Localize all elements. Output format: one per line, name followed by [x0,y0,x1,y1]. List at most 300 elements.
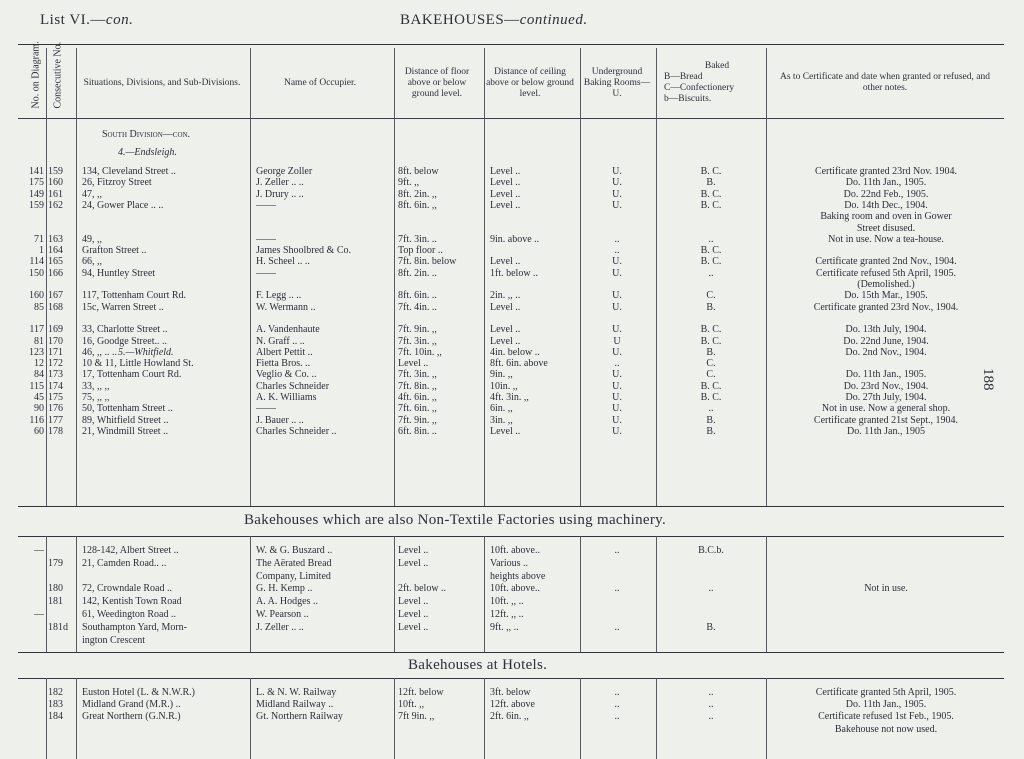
table-cell-s: 10 & 11, Little Howland St. [82,358,194,370]
table-cell-o: —— [256,199,276,211]
table-cell-u: U. [612,414,622,426]
column-divider [656,678,657,759]
table-cell-d: 141 [29,166,44,177]
table-cell-s: 33, ,, ,, [82,380,110,392]
table-cell-o: J. Bauer .. .. [256,414,304,426]
table-cell-u: .. [614,583,620,595]
table-cell-b: B. C. [700,256,722,268]
table-cell-f: Level .. [398,621,429,633]
table-cell-f: 8ft. 6in. .. [398,290,437,302]
table-cell-cert: Not in use. Now a general shop. [821,403,951,415]
table-cell-cert: Do. 27th July, 1904. [845,392,927,403]
table-cell-s: 94, Huntley Street [82,267,156,279]
table-cell-ce: 9in. above .. [490,233,540,245]
table-cell-o: —— [256,403,276,415]
table-cell-f: 2ft. below .. [398,583,447,595]
table-cell-b: .. [708,403,714,415]
page-title [400,12,588,29]
column-divider [394,678,395,759]
table-cell-o: W. Wermann .. [256,301,316,313]
column-divider [484,536,485,652]
baked-biscuits: b—Biscuits. [664,94,712,104]
table-cell-d: 1 [39,245,44,257]
table-cell-d: 115 [29,380,44,392]
table-cell-ce: 9ft. ,, .. [490,621,519,633]
table-cell-d: 12 [34,358,44,370]
table-cell-cert: Do. 14th Dec., 1904. [844,199,928,211]
table-cell-b: B. C. [700,166,722,177]
table-cell-o: Veglio & Co. .. [256,369,317,381]
column-divider [656,536,657,652]
table-cell-o: Gt. Northern Railway [256,711,343,723]
table-cell-b: B. [706,425,716,437]
table-cell-o: A. K. Williams [256,392,317,403]
table-cell-d: 84 [34,369,44,381]
baked-label: Baked [704,61,730,71]
table-cell-n: 184 [48,711,63,723]
table-cell-f: 7ft. 3in. ,, [398,369,437,381]
table-cell-ce: Level .. [490,324,521,336]
section2-bottom-rule [18,652,1004,653]
section2-title: Bakehouses which are also Non-Textile Factories using machinery. [244,512,667,528]
table-cell-n: 180 [48,583,63,595]
table-cell-b: .. [708,583,714,595]
table-cell-cert: Do. 2nd Nov., 1904. [845,346,927,358]
table-cell-d: 117 [29,324,44,336]
table-cell-u: U. [612,267,622,279]
table-cell-cert: Certificate granted 5th April, 1905. [815,687,957,698]
table-cell-o: Charles Schneider [256,380,330,392]
column-divider [766,536,767,652]
table-cell-d: 149 [29,188,44,200]
table-cell-o: W. Pearson .. [256,609,309,620]
table-cell-ce: 10ft. ,, .. [490,596,524,608]
table-cell-b: .. [708,267,714,279]
table-cell-s: 117, Tottenham Court Rd. [82,290,187,302]
table-cell-cert: Certificate granted 23rd Nov. 1904. [814,166,958,177]
table-cell-s: 21, Camden Road.. .. [82,557,167,569]
table-cell-n: 176 [48,403,63,415]
table-cell-s: 15c, Warren Street .. [82,301,164,313]
col-diagram-header: No. on Diagram. [30,41,42,109]
table-cell-f: 7ft. 8in. below [398,256,457,268]
table-cell-n: 182 [48,687,63,698]
table-cell-ce: 10ft. above.. [490,545,540,556]
table-cell-b: B. C. [700,324,722,336]
table-cell-ce: 6in. ,, [490,403,513,415]
table-cell-f: 7ft. 6in. ,, [398,403,437,415]
table-cell-u: U. [612,380,622,392]
col-occupier-header: Name of Occupier. [283,77,356,88]
column-divider [656,48,657,506]
subdivision-heading: 5.—Whitfield. [118,347,174,358]
table-cell-b: B. C. [700,380,722,392]
table-cell-b: C. [706,290,716,302]
table-cell-b: .. [708,233,714,245]
table-cell-ce: Level .. [490,301,521,313]
table-cell-u: .. [614,233,620,245]
list-label-cont: con. [105,12,134,28]
table-cell-u: U. [612,199,622,211]
table-cell-f: 8ft. 2in. ,, [398,188,437,200]
table-cell-o: James Shoolbred & Co. [256,245,351,257]
table-cell-s: 128-142, Albert Street .. [82,545,179,556]
section2-top-rule [18,536,1004,537]
table-cell-u: U. [612,301,622,313]
table-cell-f: 10ft. ,, [398,699,425,711]
table-cell-d: 114 [29,256,44,268]
table-cell-f: Level .. [398,358,429,370]
table-cell-u: U. [612,177,622,189]
column-divider [46,678,47,759]
table-cell-cert: Not in use. Now a tea-house. [828,233,944,245]
table-cell-cert: (Demolished.) [857,279,915,290]
table-cell-s: ington Crescent [82,634,146,646]
table-cell-u: .. [614,687,620,698]
table-cell-ce: 1ft. below .. [490,267,539,279]
table-cell-o: The Aërated Bread [256,557,332,569]
table-cell-ce: 12ft. above [490,699,535,711]
table-cell-b: C. [706,358,716,370]
table-cell-n: 175 [48,392,63,403]
table-cell-f: 7ft. 3in. ,, [398,335,437,347]
table-cell-n: 172 [48,358,63,370]
table-cell-u: U. [612,392,622,403]
division-heading: South Division—con. [102,129,191,140]
table-cell-f: Level .. [398,557,429,569]
section3-title: Bakehouses at Hotels. [408,657,548,673]
table-cell-u: U. [612,188,622,200]
table-cell-b: B. [706,621,716,633]
table-cell-u: .. [614,358,620,370]
col-ceiling-header: Distance of ceiling above or below ground level. [486,66,574,99]
table-cell-ce: 12ft. ,, .. [490,609,524,620]
table-cell-ce: 3ft. below [490,687,531,698]
table-cell-n: 164 [48,245,63,257]
column-divider [394,48,395,506]
table-cell-d: 71 [34,233,44,245]
table-cell-u: U. [612,425,622,437]
table-cell-n: 177 [48,414,63,426]
column-divider [580,536,581,652]
table-cell-cert: Do. 22nd Feb., 1905. [843,188,929,200]
table-cell-d: — [34,545,44,556]
table-cell-ce: 10in. ,, [490,380,518,392]
table-cell-b: .. [708,687,714,698]
table-cell-b: .. [708,699,714,711]
column-divider [76,678,77,759]
table-cell-ce: Level .. [490,166,521,177]
column-divider [46,48,47,506]
table-cell-s: Euston Hotel (L. & N.W.R.) [82,687,195,698]
subdivision-heading: 4.—Endsleigh. [118,147,177,158]
table-cell-s: 89, Whitfield Street .. [82,414,169,426]
table-cell-s: 142, Kentish Town Road [82,596,182,608]
table-cell-ce: 4in. below .. [490,346,540,358]
page-title-cont: continued. [519,12,588,28]
table-cell-s: 24, Gower Place .. .. [82,199,164,211]
col-baked-header [658,48,770,118]
column-divider [394,536,395,652]
table-cell-n: 167 [48,290,63,302]
table-cell-o: N. Graff .. .. [256,335,305,347]
table-cell-cert: Do. 11th Jan., 1905 [847,425,925,437]
column-divider [76,48,77,506]
table-cell-n: 169 [48,324,63,336]
table-cell-o: J. Zeller .. .. [256,177,304,189]
table-cell-d: 123 [29,346,44,358]
table-cell-o: F. Legg .. .. [256,290,302,302]
table-cell-o: J. Drury .. .. [256,188,304,200]
table-cell-o: L. & N. W. Railway [256,687,337,698]
table-cell-n: 159 [48,166,63,177]
table-cell-ce: 10ft. above.. [490,583,540,595]
table-cell-f: 8ft. below [398,166,439,177]
column-divider [484,678,485,759]
col-situations-header: Situations, Divisions, and Sub-Divisions. [83,77,241,88]
table-cell-cert: Certificate refused 1st Feb., 1905. [818,711,954,723]
col-consecutive-header: Consecutive No. [52,41,64,109]
table-cell-n: 161 [48,188,63,200]
table-cell-n: 166 [48,267,63,279]
column-divider [250,678,251,759]
table-cell-cert: Do. 11th Jan., 1905. [845,699,927,711]
table-cell-f: Top floor .. [398,245,443,257]
table-cell-s: 33, Charlotte Street .. [82,324,168,336]
table-cell-f: Level .. [398,545,429,556]
table-cell-ce: 8ft. 6in. above [490,358,548,370]
table-cell-o: George Zoller [256,166,313,177]
table-cell-n: 174 [48,380,63,392]
table-cell-d: 159 [29,199,44,211]
table-cell-o: H. Scheel .. .. [256,256,310,268]
table-cell-o: Company, Limited [256,570,331,582]
table-cell-o: —— [256,267,276,279]
table-cell-b: .. [708,711,714,723]
list-label-text: List VI.— [40,12,106,28]
table-cell-s: Southampton Yard, Morn- [82,621,188,633]
table-cell-f: 7ft. 9in. ,, [398,414,437,426]
table-cell-s: 134, Cleveland Street .. [82,166,176,177]
page-number: 188 [980,368,996,391]
table-cell-o: —— [256,233,276,245]
table-cell-u: U. [612,290,622,302]
baked-bread: B—Bread [664,72,703,82]
table-cell-f: Level .. [398,596,429,608]
table-cell-cert: Do. 22nd June, 1904. [843,335,929,347]
table-cell-n: 163 [48,233,63,245]
table-cell-cert: Certificate granted 23rd Nov., 1904. [813,301,959,313]
table-cell-b: B. [706,414,716,426]
table-cell-n: 181 [48,596,63,608]
table-cell-o: G. H. Kemp .. [256,583,313,595]
table-cell-n: 171 [48,346,63,358]
table-cell-ce: heights above [490,570,546,582]
table-cell-s: 21, Windmill Street .. [82,425,169,437]
table-cell-n: 160 [48,177,63,189]
table-cell-f: 7ft. 10in. ,, [398,346,442,358]
table-cell-n: 162 [48,199,63,211]
table-cell-s: 61, Weedington Road .. [82,609,176,620]
table-cell-cert: Street disused. [856,222,916,234]
list-label [40,12,133,29]
table-cell-u: .. [614,245,620,257]
col-underground-header: Underground Baking Rooms—U. [583,66,651,99]
column-divider [250,536,251,652]
table-cell-s: 66, ,, [82,256,102,268]
table-cell-d: 85 [34,301,44,313]
table-cell-ce: Various .. [490,557,529,569]
table-cell-o: J. Zeller .. .. [256,621,304,633]
table-cell-f: 6ft. 8in. .. [398,425,437,437]
table-cell-n: 168 [48,301,63,313]
table-cell-f: 7ft. 9in. ,, [398,324,437,336]
table-cell-s: Grafton Street .. [82,245,147,257]
table-cell-f: Level .. [398,609,429,620]
table-cell-n: 170 [48,335,63,347]
header-bottom-rule [18,118,1004,119]
table-cell-u: U. [612,256,622,268]
table-cell-ce: Level .. [490,256,521,268]
column-divider [580,48,581,506]
table-cell-b: B. [706,346,716,358]
table-cell-u: .. [614,621,620,633]
table-cell-f: 9ft. ,, [398,177,420,189]
table-cell-u: U [613,335,621,347]
page-title-text: BAKEHOUSES— [400,12,520,28]
table-cell-s: 16, Goodge Street.. .. [82,335,167,347]
table-cell-o: A. A. Hodges .. [256,596,318,608]
table-cell-cert: Certificate granted 21st Sept., 1904. [813,414,959,426]
table-cell-cert: Baking room and oven in Gower [820,211,952,223]
table-cell-o: Albert Pettit .. [256,346,313,358]
table-cell-ce: Level .. [490,177,521,189]
table-cell-o: Fietta Bros. .. [256,358,311,370]
column-divider [766,48,767,506]
table-cell-u: .. [614,545,620,556]
table-cell-d: 60 [34,425,44,437]
table-cell-cert: Do. 11th Jan., 1905. [845,177,927,189]
table-cell-s: Great Northern (G.N.R.) [82,711,181,723]
table-cell-b: B.C.b. [698,545,724,556]
table-cell-d: 45 [34,392,44,403]
table-cell-ce: Level .. [490,188,521,200]
table-cell-b: B. C. [700,245,722,257]
table-top-rule [18,44,1004,45]
section1-bottom-rule [18,506,1004,507]
table-cell-s: 26, Fitzroy Street [82,177,152,189]
table-cell-cert: Certificate granted 2nd Nov., 1904. [815,256,957,268]
table-cell-cert: Do. 11th Jan., 1905. [845,369,927,381]
table-cell-n: 183 [48,699,63,711]
table-cell-s: 17, Tottenham Court Rd. [82,369,182,381]
table-cell-u: U. [612,324,622,336]
table-cell-o: W. & G. Buszard .. [256,545,333,556]
table-cell-b: B. C. [700,392,722,403]
table-cell-u: U. [612,166,622,177]
table-cell-s: 75, ,, ,, [82,392,110,403]
table-cell-ce: 3in. ,, [490,414,513,426]
table-cell-d: 81 [34,335,44,347]
table-cell-f: 7ft. 3in. .. [398,233,437,245]
table-cell-u: U. [612,369,622,381]
table-cell-d: 160 [29,290,44,302]
table-cell-n: 165 [48,256,63,268]
baked-confectionery: C—Confectionery [664,83,735,93]
table-cell-u: U. [612,403,622,415]
table-cell-b: B. [706,177,716,189]
table-cell-u: U. [612,346,622,358]
table-cell-f: 8ft. 2in. .. [398,267,437,279]
table-cell-b: B. C. [700,199,722,211]
table-cell-f: 12ft. below [398,687,444,698]
column-divider [250,48,251,506]
table-cell-f: 8ft. 6in. ,, [398,199,437,211]
table-cell-o: Midland Railway .. [256,699,334,711]
table-cell-f: 7ft. 4in. .. [398,301,437,313]
table-cell-f: 7ft 9in. ,, [398,711,435,723]
table-cell-s: 72, Crowndale Road .. [82,583,172,595]
table-cell-s: 46, ,, .. .. [82,346,117,358]
table-cell-d: — [34,609,44,620]
column-divider [580,678,581,759]
table-cell-n: 173 [48,369,63,381]
table-cell-s: 50, Tottenham Street .. [82,403,173,415]
table-cell-cert: Bakehouse not now used. [834,723,938,735]
table-cell-s: 49, ,, [82,233,102,245]
table-cell-d: 90 [34,403,44,415]
table-cell-b: B. C. [700,188,722,200]
table-cell-cert: Do. 23rd Nov., 1904. [843,380,929,392]
table-cell-n: 178 [48,425,63,437]
table-cell-ce: 9in. ,, [490,369,513,381]
column-divider [46,536,47,652]
table-cell-u: .. [614,699,620,711]
table-cell-b: B. [706,301,716,313]
table-cell-s: 47, ,, [82,188,102,200]
table-cell-cert: Not in use. [864,583,908,595]
table-cell-n: 181d [48,621,68,633]
table-cell-cert: Do. 13th July, 1904. [845,324,927,336]
table-cell-o: Charles Schneider .. [256,425,337,437]
table-cell-ce: 2in. ,, .. [490,290,521,302]
table-cell-ce: Level .. [490,335,521,347]
table-cell-f: 7ft. 8in. ,, [398,380,437,392]
col-floor-header: Distance of floor above or below ground level. [404,66,470,99]
table-cell-s: Midland Grand (M.R.) .. [82,699,181,711]
table-cell-cert: Certificate refused 5th April, 1905. [816,267,956,279]
table-cell-u: .. [614,711,620,723]
table-cell-n: 179 [48,557,63,569]
column-divider [766,678,767,759]
table-cell-ce: Level .. [490,199,521,211]
table-cell-d: 175 [29,177,44,189]
table-cell-d: 116 [29,414,44,426]
section3-top-rule [18,678,1004,679]
column-divider [484,48,485,506]
table-cell-f: 4ft. 6in. ,, [398,392,437,403]
col-certificate-header: As to Certificate and date when granted or refused, and other notes. [780,72,990,93]
table-cell-o: A. Vandenhaute [256,324,320,336]
table-cell-b: B. C. [700,335,722,347]
table-cell-d: 150 [29,267,44,279]
table-cell-ce: Level .. [490,425,521,437]
table-cell-b: C. [706,369,716,381]
table-cell-cert: Do. 15th Mar., 1905. [844,290,928,302]
table-cell-ce: 4ft. 3in. ,, [490,392,529,403]
column-divider [76,536,77,652]
table-cell-ce: 2ft. 6in. ,, [490,711,529,723]
